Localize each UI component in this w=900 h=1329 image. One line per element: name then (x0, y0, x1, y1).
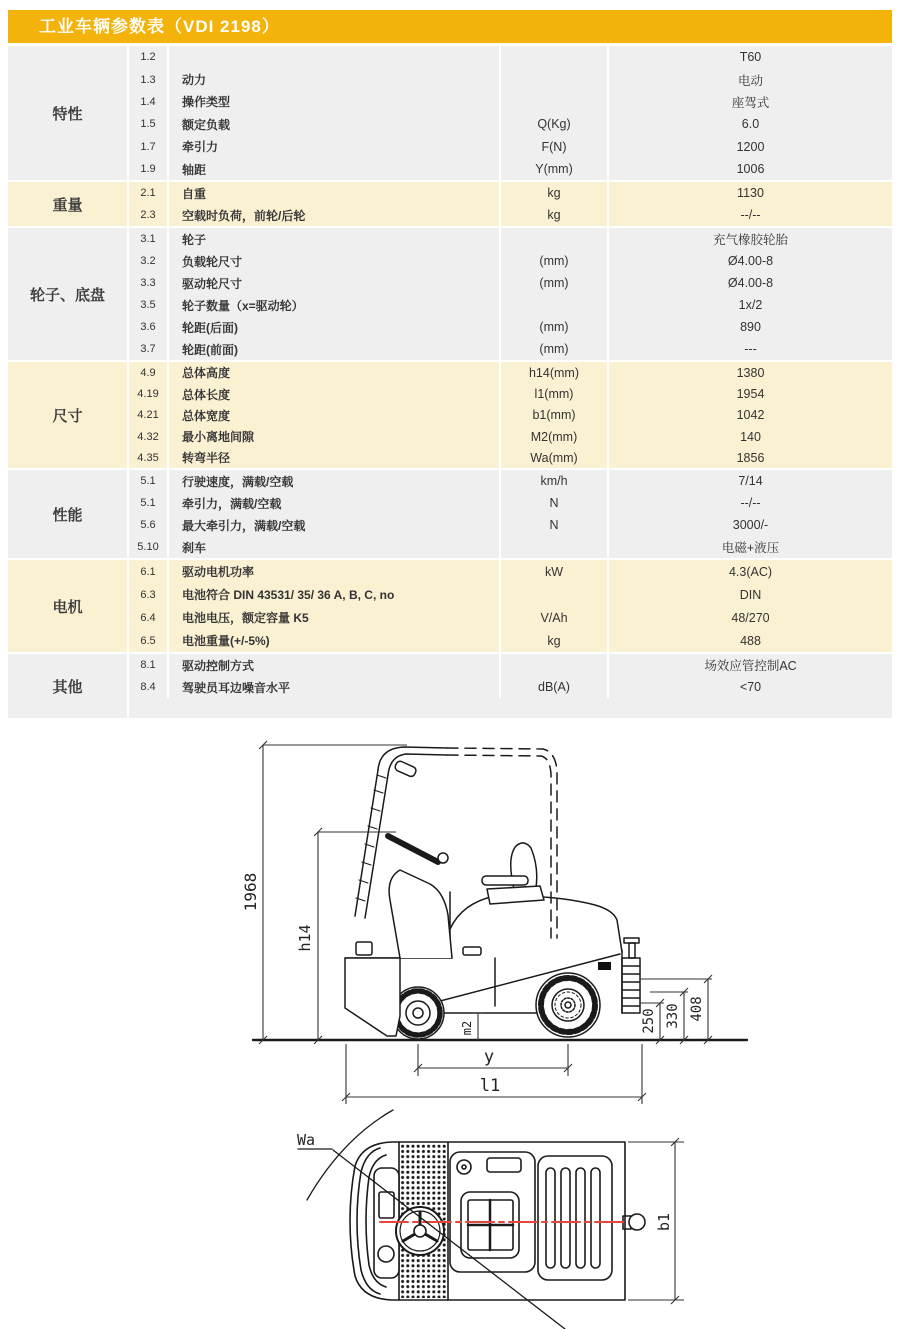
row-unit (501, 294, 609, 316)
row-label: 驾驶员耳边噪音水平 (169, 676, 501, 698)
table-row (129, 228, 892, 250)
row-unit: kW (501, 560, 609, 583)
row-label: 负载轮尺寸 (169, 250, 501, 272)
table-row (129, 426, 892, 447)
row-no: 3.2 (129, 250, 169, 272)
category-label: 尺寸 (8, 362, 129, 468)
table-row (129, 68, 892, 90)
hood-outline (450, 896, 622, 952)
row-label: 额定负载 (169, 113, 501, 135)
mast-outer (355, 770, 378, 916)
row-value: --/-- (740, 496, 761, 511)
row-label: 牵引力，满载/空载 (169, 492, 501, 514)
table-row (129, 583, 892, 606)
dim-label-m2: m2 (460, 1020, 474, 1036)
row-value: 1380 (736, 365, 765, 380)
table-row (129, 536, 892, 558)
spec-table (8, 46, 892, 720)
section-5 (8, 470, 892, 560)
row-no: 4.21 (129, 405, 169, 426)
row-no: 6.5 (129, 629, 169, 652)
category-label: 特性 (8, 46, 129, 180)
dim-label-b1: b1 (655, 1212, 673, 1232)
table-row (129, 447, 892, 468)
table-row (129, 514, 892, 536)
row-label: 动力 (169, 68, 501, 90)
row-value: 4.3(AC) (728, 564, 773, 579)
dim-label-wa: Wa (297, 1131, 316, 1149)
row-no: 1.2 (129, 46, 169, 68)
row-value: 1006 (736, 162, 765, 177)
page-title (8, 10, 892, 43)
row-label: 刹车 (169, 536, 501, 558)
table-row (129, 272, 892, 294)
row-unit: kg (501, 182, 609, 204)
row-label: 操作类型 (169, 91, 501, 113)
table-row (129, 654, 892, 676)
mast-inner (365, 775, 388, 918)
row-unit: (mm) (501, 272, 609, 294)
row-unit: kg (501, 204, 609, 226)
row-value: <70 (739, 680, 762, 695)
row-unit: kg (501, 629, 609, 652)
canopy-front-inner (388, 754, 447, 775)
row-unit: N (501, 514, 609, 536)
row-label: 空载时负荷，前轮/后轮 (169, 204, 501, 226)
row-no: 6.3 (129, 583, 169, 606)
dim-label-wheelbase: y (483, 1047, 495, 1067)
front-box (345, 958, 400, 1036)
row-value: 1954 (736, 387, 765, 402)
row-no: 4.32 (129, 426, 169, 447)
table-row (129, 362, 892, 383)
section-rows (129, 362, 892, 468)
row-value: 1x/2 (738, 298, 763, 313)
page-title-text: 工业车辆参数表（VDI 2198） (39, 17, 280, 36)
row-unit: (mm) (501, 338, 609, 360)
seat-armrest (482, 876, 528, 885)
dim-label-408: 408 (689, 996, 705, 1022)
row-value: Ø4.00-8 (727, 276, 774, 291)
table-row (129, 629, 892, 652)
row-unit: Wa(mm) (501, 447, 609, 468)
table-row (129, 492, 892, 514)
row-label: 行驶速度，满载/空载 (169, 470, 501, 492)
dashboard-knob (378, 1246, 394, 1262)
category-label: 性能 (8, 470, 129, 558)
row-unit (501, 654, 609, 676)
canopy-top-rear (447, 748, 557, 938)
steering-console (389, 870, 452, 958)
row-no: 6.1 (129, 560, 169, 583)
row-unit: Q(Kg) (501, 113, 609, 135)
row-value: 充气橡胶轮胎 (712, 233, 788, 248)
section-6 (8, 560, 892, 654)
row-no: 8.1 (129, 654, 169, 676)
row-label: 最大牵引力，满载/空载 (169, 514, 501, 536)
row-label: 牵引力 (169, 136, 501, 158)
row-label: 驱动轮尺寸 (169, 272, 501, 294)
dim-label-overall-height: 1968 (241, 872, 260, 912)
row-no: 3.5 (129, 294, 169, 316)
row-value: DIN (739, 587, 762, 602)
row-label: 总体长度 (169, 384, 501, 405)
row-no: 1.5 (129, 113, 169, 135)
category-label: 重量 (8, 182, 129, 226)
table-row (129, 384, 892, 405)
table-row (129, 113, 892, 135)
row-no: 3.7 (129, 338, 169, 360)
section-rows (129, 654, 892, 718)
section-rows (129, 182, 892, 226)
row-unit (501, 91, 609, 113)
row-value: 电磁+液压 (721, 541, 780, 556)
steering-knob (438, 853, 448, 863)
row-unit: km/h (501, 470, 609, 492)
row-unit (501, 228, 609, 250)
row-unit: dB(A) (501, 676, 609, 698)
row-value: --- (744, 342, 757, 357)
row-unit: Y(mm) (501, 158, 609, 180)
row-no: 4.9 (129, 362, 169, 383)
steering-wheel (388, 836, 438, 862)
table-row (129, 91, 892, 113)
row-unit (501, 46, 609, 68)
row-value: T60 (739, 50, 762, 65)
row-label: 轮距(后面) (169, 316, 501, 338)
side-view-drawing (253, 747, 747, 1040)
category-label: 轮子、底盘 (8, 228, 129, 360)
table-row (129, 158, 892, 180)
table-row (129, 470, 892, 492)
tow-hitch (622, 938, 640, 1013)
pedal (356, 942, 372, 955)
row-no: 8.4 (129, 676, 169, 698)
section-rows (129, 228, 892, 360)
mast-handle (394, 760, 417, 778)
row-no: 4.35 (129, 447, 169, 468)
row-label: 轮距(前面) (169, 338, 501, 360)
dim-label-h14: h14 (296, 924, 314, 952)
row-no: 5.1 (129, 492, 169, 514)
table-row (129, 405, 892, 426)
row-unit: h14(mm) (501, 362, 609, 383)
row-unit (501, 536, 609, 558)
row-no: 1.3 (129, 68, 169, 90)
row-no: 2.1 (129, 182, 169, 204)
section-1 (8, 46, 892, 182)
dim-label-330: 330 (665, 1003, 681, 1029)
row-value: Ø4.00-8 (727, 254, 774, 269)
table-row (129, 676, 892, 698)
row-label: 驱动控制方式 (169, 654, 501, 676)
row-no: 3.1 (129, 228, 169, 250)
top-view-drawing (298, 1110, 645, 1329)
table-row (129, 294, 892, 316)
row-value: --/-- (740, 208, 761, 223)
row-label: 轴距 (169, 158, 501, 180)
row-label: 电池电压，额定容量 K5 (169, 606, 501, 629)
row-label: 电池重量(+/-5%) (169, 629, 501, 652)
row-value: 电动 (737, 73, 763, 88)
row-label: 转弯半径 (169, 447, 501, 468)
row-unit: F(N) (501, 136, 609, 158)
row-value: 1042 (736, 408, 765, 423)
row-label: 总体宽度 (169, 405, 501, 426)
row-label (169, 46, 501, 68)
row-value: 7/14 (738, 474, 763, 489)
row-no: 6.4 (129, 606, 169, 629)
row-unit: (mm) (501, 316, 609, 338)
table-row (129, 204, 892, 226)
row-value: 488 (740, 633, 761, 648)
dim-label-overall-length: l1 (479, 1076, 501, 1096)
row-label: 轮子 (169, 228, 501, 250)
row-unit: M2(mm) (501, 426, 609, 447)
row-no: 4.19 (129, 384, 169, 405)
row-value: 890 (740, 320, 761, 335)
technical-drawings (0, 710, 900, 1329)
rear-wheel (536, 973, 600, 1037)
row-no: 5.6 (129, 514, 169, 536)
table-row (129, 250, 892, 272)
row-unit: V/Ah (501, 606, 609, 629)
row-no: 3.3 (129, 272, 169, 294)
row-no: 1.7 (129, 136, 169, 158)
row-value: 1200 (736, 139, 765, 154)
row-unit (501, 68, 609, 90)
row-no: 1.9 (129, 158, 169, 180)
table-row (129, 606, 892, 629)
row-value: 1856 (736, 450, 765, 465)
section-2 (8, 182, 892, 228)
row-value: 48/270 (731, 610, 770, 625)
section-rows (129, 470, 892, 558)
table-row (129, 560, 892, 583)
row-no: 1.4 (129, 91, 169, 113)
table-row (129, 182, 892, 204)
section-rows (129, 560, 892, 652)
side-view-dimensions (241, 741, 712, 1104)
row-label: 轮子数量（x=驱动轮） (169, 294, 501, 316)
seat-cushion (487, 886, 544, 904)
row-no: 5.1 (129, 470, 169, 492)
steering-hub (414, 1225, 426, 1237)
row-unit: (mm) (501, 250, 609, 272)
row-unit: N (501, 492, 609, 514)
row-label: 自重 (169, 182, 501, 204)
row-unit: l1(mm) (501, 384, 609, 405)
row-no: 2.3 (129, 204, 169, 226)
table-row (129, 46, 892, 68)
row-value: 1130 (737, 186, 764, 201)
row-value: 场效应管控制AC (704, 659, 797, 674)
row-value: 6.0 (741, 117, 760, 132)
row-value: 140 (740, 429, 761, 444)
category-label: 其他 (8, 654, 129, 718)
side-latch (463, 947, 481, 955)
row-no: 5.10 (129, 536, 169, 558)
rear-cover (538, 1156, 612, 1280)
category-label: 电机 (8, 560, 129, 652)
table-row (129, 338, 892, 360)
table-row (129, 316, 892, 338)
row-label: 总体高度 (169, 362, 501, 383)
hitch-pin-knob (629, 1214, 645, 1230)
row-value: 3000/- (732, 518, 769, 533)
row-label: 最小离地间隙 (169, 426, 501, 447)
section-4 (8, 362, 892, 470)
section-rows (129, 46, 892, 180)
rear-marker (598, 962, 611, 970)
row-unit: b1(mm) (501, 405, 609, 426)
row-value: 座驾式 (731, 95, 770, 110)
row-unit (501, 583, 609, 606)
row-no: 3.6 (129, 316, 169, 338)
row-label: 驱动电机功率 (169, 560, 501, 583)
table-row (129, 136, 892, 158)
rear-grille-slats (546, 1168, 600, 1268)
section-3 (8, 228, 892, 362)
row-label: 电池符合 DIN 43531/ 35/ 36 A, B, C, no (169, 583, 501, 606)
dim-label-250: 250 (641, 1008, 657, 1034)
